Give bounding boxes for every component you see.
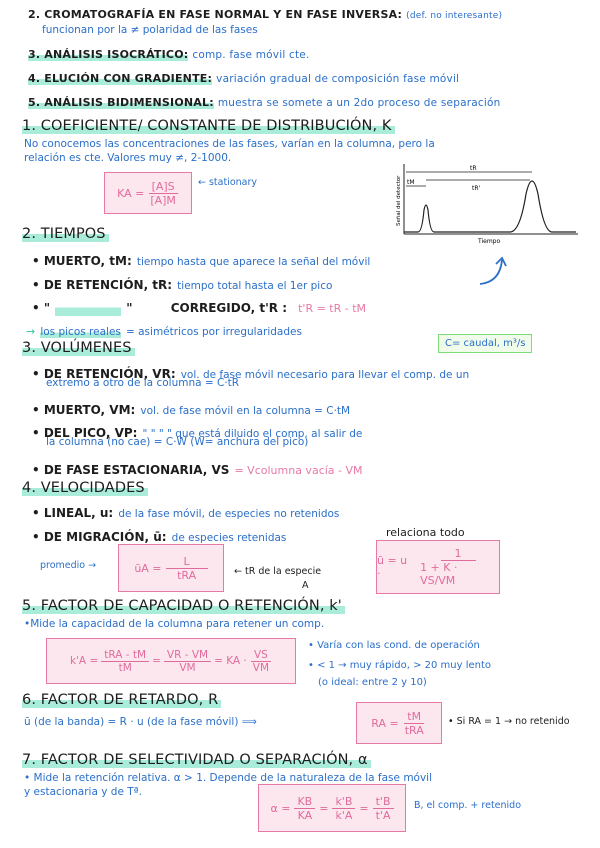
velocity-migration-text: de especies retenidas [171,532,287,544]
retard-num: tM [404,710,424,724]
flow-box: C= caudal, m³/s [438,334,532,353]
formula-k-den: [A]M [150,193,176,207]
formula-k-num: [A]S [149,180,178,194]
item-5 [28,96,500,109]
capacity-factor-formula: k'A = $\frac{\text{tRA - tM}}{tM}$ = $\frac{VR - VM}{VM}$ = KA · $\frac{VS}{VM}$ [46,638,296,684]
volume-peak-text: " " " " que está diluido el comp. al salir de [142,428,363,440]
time-corrected-eq: t'R = tR - tM [298,302,367,315]
retard-text: ū (de la banda) = R · u (de la fase móvil) ⟹ [24,716,257,728]
capacity-note-1: • Varía con las cond. de operación [308,640,480,651]
selectivity-den2: k'A [335,808,353,822]
migration-velocity-lhs: ū = u · [377,554,408,580]
section-6-title [22,692,221,708]
chart-xlabel: Tiempo [478,238,501,245]
curved-arrow-icon [476,254,510,288]
retard-lhs: RA = [371,716,399,730]
capacity-den2: VM [179,661,196,674]
volume-stationary [32,459,363,478]
selectivity-note: B, el comp. + retenido [414,800,522,811]
capacity-rhs: = KA · [214,655,247,667]
item-3 [28,48,309,61]
migration-velocity-formula [376,540,500,594]
item-2-sub: funcionan por la ≠ polaridad de las fases [42,24,258,36]
real-peaks-a: los picos reales [40,326,121,338]
item-2-title [28,8,502,21]
item-2-note: (def. no interesante) [406,11,503,21]
volume-dead [32,399,350,418]
capacity-text: •Mide la capacidad de la columna para retener un comp. [24,618,325,630]
item-3-note: comp. fase móvil cte. [192,49,310,61]
selectivity-formula: α = $\frac{KB}{KA}$ = $\frac{k'B}{k'A}$ = $\frac{t'B}{t'A}$ [258,784,406,832]
velocity-linear-text: de la fase móvil, de especies no retenidos [118,508,340,520]
volume-stationary-lead: • DE FASE ESTACIONARIA, VS [32,463,230,477]
capacity-note-2: • < 1 → muy rápido, > 20 muy lento [308,660,492,671]
item-4 [28,72,459,85]
retard-den: tRA [404,723,424,737]
capacity-num1: tRA - tM [101,649,149,662]
chart-tm-label: tM [407,179,415,186]
item-5-note: muestra se somete a un 2do proceso de separación [217,97,501,109]
volume-dead-lead: • MUERTO, VM: [32,403,136,417]
section-5-title [22,598,345,614]
volume-dead-text: vol. de fase móvil en la columna = C·tM [140,405,351,417]
item-3-lead: 3. ANÁLISIS ISOCRÁTICO: [28,48,189,61]
section-2-title [22,226,109,242]
section-4-title [22,480,148,496]
volume-retention-text: vol. de fase móvil necesario para llevar el comp. de un [180,369,470,381]
capacity-num3: VS [251,649,271,662]
mean-velocity-den: tRA [177,568,197,582]
migration-velocity-num: 1 [441,547,476,561]
section-7-title [22,752,371,768]
time-dead-text: tiempo hasta que aparece la señal del móvil [136,256,371,268]
time-dead-lead: • MUERTO, tM: [32,254,132,268]
section-5-title-text: 5. FACTOR DE CAPACIDAD O RETENCIÓN, k' [22,598,345,614]
selectivity-text1: • Mide la retención relativa. α > 1. Depende de la naturaleza de la fase móvil [24,772,433,784]
capacity-lhs: k'A = [69,655,99,667]
section-3-title-text: 3. VOLÚMENES [22,340,135,356]
selectivity-num1: KB [294,795,315,809]
relaciona-todo: relaciona todo [386,526,465,539]
section-1-title [22,118,395,134]
item-4-lead: 4. ELUCIÓN CON GRADIENTE: [28,72,213,85]
formula-k-lhs: KA = [117,186,145,200]
section-1-title-text: 1. COEFICIENTE/ CONSTANTE DE DISTRIBUCIÓN, K [22,118,395,134]
capacity-den1: tM [118,661,132,674]
tr-species-note [234,566,321,577]
item-2-lead: 2. CROMATOGRAFÍA EN FASE NORMAL Y EN FASE INVERSA: [28,8,403,21]
time-dead [32,250,370,269]
selectivity-den1: KA [297,808,313,822]
item-5-lead: 5. ANÁLISIS BIDIMENSIONAL: [28,96,214,109]
chart-ylabel: Señal del detector [396,175,402,226]
mean-velocity-num: L [166,555,208,569]
real-peaks-note [26,320,302,339]
time-corrected-ditto-1: • " [32,301,51,315]
chart-tr-label: tR [470,165,477,172]
time-corrected-lead: CORREGIDO, t'R : [170,301,288,315]
time-corrected [32,297,366,316]
capacity-num2: VR - VM [164,649,211,662]
section-6-title-text: 6. FACTOR DE RETARDO, R [22,692,221,708]
migration-velocity-den: 1 + K · VS/VM [420,561,458,587]
chart-tr-prime-label: tR' [472,185,481,192]
velocity-linear [32,502,339,521]
selectivity-num3: t'B [373,795,394,809]
tr-species-note-text: ← tR de la especie [234,566,322,577]
s1-text1: No conocemos las concentraciones de las fases, varían en la columna, pero la [24,138,435,150]
tr-species-note-sub: A [302,580,309,591]
time-retention [32,274,332,293]
time-retention-lead: • DE RETENCIÓN, tR: [32,278,173,292]
section-3-title [22,340,135,356]
volume-retention-text2: extremo a otro de la columna = C·tR [46,377,240,389]
retard-factor-formula [356,702,442,744]
volume-retention-lead: • DE RETENCIÓN, VR: [32,367,176,381]
section-2-title-text: 2. TIEMPOS [22,226,109,242]
selectivity-num2: k'B [332,795,355,809]
real-peaks-b: = asimétricos por irregularidades [125,326,302,338]
selectivity-text2: y estacionaria y de Tª. [24,786,142,798]
volume-peak-lead: • DEL PICO, VP: [32,426,138,440]
capacity-note-3: (o ideal: entre 2 y 10) [318,677,427,688]
mean-velocity-lhs: ūA = [134,561,162,575]
stationary-note: ← stationary [198,177,258,188]
volume-stationary-text: = Vcolumna vacía - VM [234,464,363,477]
volume-peak-text2: la columna (no cae) = C·W (W= anchura del pico) [46,436,309,448]
retard-note: • Si RA = 1 → no retenido [448,716,570,727]
time-corrected-ditto-2: " [126,301,133,315]
section-4-title-text: 4. VELOCIDADES [22,480,148,496]
section-7-title-text: 7. FACTOR DE SELECTIVIDAD O SEPARACIÓN, α [22,752,371,768]
item-4-note: variación gradual de composición fase móvil [216,73,460,85]
selectivity-den3: t'A [375,808,391,822]
promedio-label: promedio → [40,560,97,571]
velocity-migration [32,526,286,545]
mean-velocity-formula [118,544,224,592]
distribution-constant-formula [104,172,192,214]
s1-text2: relación es cte. Valores muy ≠, 2-1000. [24,152,232,164]
selectivity-lhs: α = [270,801,291,815]
capacity-den3: VM [252,661,270,674]
velocity-migration-lead: • DE MIGRACIÓN, ū: [32,530,167,544]
time-retention-text: tiempo total hasta el 1er pico [177,280,333,292]
velocity-linear-lead: • LINEAL, u: [32,506,114,520]
chromatogram-figure [392,160,582,246]
note-arrow-icon: → [26,325,36,338]
